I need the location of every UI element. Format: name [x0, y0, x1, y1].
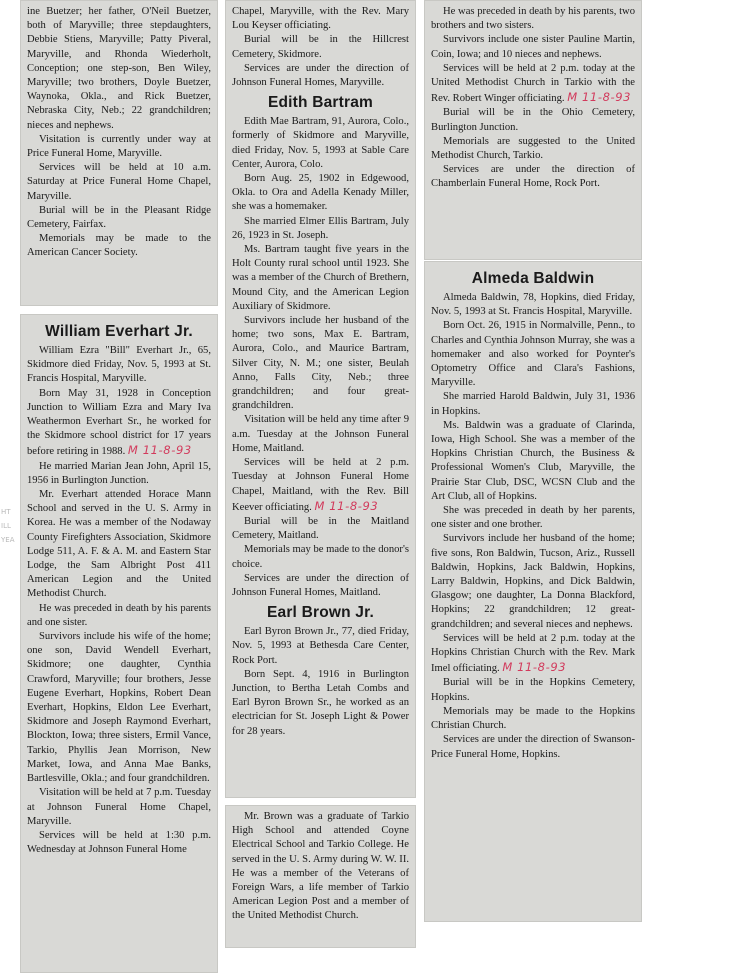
- paragraph: Burial will be in the Hillcrest Cemetery, Skidmore.: [232, 34, 409, 60]
- paragraph: Ms. Baldwin was a graduate of Clarinda, Iowa, High School. She was a member of the Hopkins Christian Church, the Business & Professional Women's Club, Maryville, the Prairie Star Club, DSC, WCSN Club and the Art Club, all of Hopkins.: [431, 419, 635, 502]
- paragraph: Services will be held at 1:30 p.m. Wednesday at Johnson Funeral Home: [27, 829, 211, 856]
- paragraph: He was preceded in death by his parents, two brothers and two sisters.: [431, 6, 635, 32]
- clipping-buetzer-continuation: [20, 0, 218, 306]
- paragraph: Memorials are suggested to the United Methodist Church, Tarkio.: [431, 135, 635, 162]
- paragraph: Services are under the direction of Chamberlain Funeral Home, Rock Port.: [431, 164, 635, 190]
- paragraph: [431, 632, 635, 677]
- obituary-heading: Almeda Baldwin: [471, 270, 595, 287]
- paragraph: She was preceded in death by her parents, one sister and one brother.: [431, 505, 635, 531]
- paragraph: Memorials may be made to the American Cancer Society.: [27, 233, 211, 259]
- handwritten-date-note: M 11-8-93: [314, 498, 379, 513]
- paragraph: Memorials may be made to the Hopkins Christian Church.: [431, 705, 635, 732]
- paragraph: He married Marian Jean John, April 15, 1956 in Burlington Junction.: [27, 460, 211, 486]
- paragraph: [27, 387, 211, 460]
- paragraph: Burial will be in the Maitland Cemetery, Maitland.: [232, 515, 409, 542]
- paragraph: Earl Byron Brown Jr., 77, died Friday, Nov. 5, 1993 at Bethesda Care Center, Rock Port.: [232, 626, 409, 666]
- handwritten-date-note: M 11-8-93: [502, 660, 567, 675]
- paragraph: Services are under the direction of Swanson-Price Funeral Home, Hopkins.: [431, 734, 635, 760]
- paragraph: Ms. Bartram taught five years in the Holt County rural school until 1923. She was a member of the Church of Brethern, Mound City, and the American Legion Auxiliary of Skidmore.: [232, 244, 409, 312]
- margin-note: HT: [1, 508, 11, 516]
- paragraph: Burial will be in the Pleasant Ridge Cemetery, Fairfax.: [27, 204, 211, 231]
- paragraph: William Ezra "Bill" Everhart Jr., 65, Skidmore died Friday, Nov. 5, 1993 at St. Francis Hospital, Maryville.: [27, 345, 211, 385]
- paragraph: Chapel, Maryville, with the Rev. Mary Lou Keyser officiating.: [232, 6, 409, 32]
- paragraph: Born Oct. 26, 1915 in Normalville, Penn., to Charles and Cynthia Johnson Murray, she was a homemaker and also worked for Poynter's Optometry Office and Clara's Fashions, Maryville.: [431, 320, 635, 389]
- clipping-bartram-brown: [225, 0, 416, 798]
- clipping-everhart: [20, 314, 218, 973]
- paragraph: ine Buetzer; her father, O'Neil Buetzer, both of Maryville; three stepdaughters, Debbie Stiens, Maryville; Patty Piveral, Maryville, and Rhonda Wiederholt, Conception; one step-son, Ben Wiley, Maryville; two brothers, Doyle Buetzer, Waynoka, Okla., and Rick Buetzer, Nebraska City, Neb.; 22 grandchildren; nieces and nephews.: [27, 6, 211, 131]
- paragraph: Mr. Brown was a graduate of Tarkio High School and attended Coyne Electrical School and Tarkio College. He served in the U. S. Army during W. W. II. He was a member of the Veterans of Foreign Wars, a life member of Tarkio American Legion Post and a member of the United Methodist Church.: [232, 811, 409, 922]
- paragraph: Services will be held at 10 a.m. Saturday at Price Funeral Home Chapel, Maryville.: [27, 162, 211, 202]
- clipping-brown-continuation: [225, 805, 416, 948]
- paragraph: Visitation is currently under way at Price Funeral Home, Maryville.: [27, 133, 211, 160]
- paragraph: He was preceded in death by his parents and one sister.: [27, 602, 211, 628]
- paragraph: Survivors include her husband of the home; five sons, Ron Baldwin, Tucson, Ariz., Russell Baldwin, Hopkins, Jack Baldwin, Hopkins, Larry Baldwin, Hopkins, and Dick Baldwin, Glasgow; one daughter, La Donna Blackford, Hopkins; 22 grandchildren; 12 great-grandchildren; and several nieces and nephews.: [431, 533, 635, 630]
- paragraph: Survivors include one sister Pauline Martin, Coin, Iowa; and 10 nieces and nephews.: [431, 34, 635, 60]
- paragraph: Survivors include her husband of the home; two sons, Max E. Bartram, Aurora, Colo., and Maurice Bartram, Silver City, N. M.; one sister, Beulah Anno, Falls City, Neb.; three grandchildren; and four great-grandchildren.: [232, 315, 409, 412]
- paragraph: Survivors include his wife of the home; one son, David Wendell Everhart, Skidmore; one daughter, Cynthia Crawford, Maryville; four brothers, Jesse Eugene Everhart, Hopkins, Robert Dean Everhart, Hopkins, Eldon Lee Everhart, Skidmore and Joseph Raymond Everhart, Blockton, Iowa; three sisters, Ermil Vance, Tarkio, Phyllis Jean Morrison, New Market, Iowa, and Anna Mae Banks, Bartlesville, Okla.; and four grandchildren.: [27, 631, 211, 785]
- paragraph: Burial will be in the Hopkins Cemetery, Hopkins.: [431, 677, 635, 703]
- paragraph: Born Sept. 4, 1916 in Burlington Junction, to Bertha Letah Combs and Earl Byron Brown Sr., he worked as an electrician for St. Joseph Light & Power for 28 years.: [232, 668, 409, 737]
- paragraph-text: Services will be held at 2 p.m. Tuesday at Johnson Funeral Home Chapel, Maitland, with the Rev. Bill Keever officiating.: [232, 457, 409, 513]
- obituary-heading: Edith Bartram: [267, 94, 374, 112]
- clipping-baldwin: [424, 261, 642, 922]
- obituary-heading: William Everhart Jr.: [45, 323, 193, 340]
- margin-notes: [1, 505, 15, 547]
- handwritten-date-note: M 11-8-93: [127, 443, 192, 458]
- paragraph: Visitation will be held at 7 p.m. Tuesday at Johnson Funeral Home Chapel, Maryville.: [27, 787, 211, 827]
- paragraph: [232, 456, 409, 515]
- paragraph-text: Services will be held at 2 p.m. today at the Hopkins Christian Church with the Rev. Mark Imel officiating.: [431, 632, 635, 675]
- paragraph: Memorials may be made to the donor's choice.: [232, 544, 409, 570]
- paragraph: Mr. Everhart attended Horace Mann School and served in the U. S. Army in Korea. He was a member of the Nodaway County Firefighters Association, Skidmore Lodge 511, A. F. & A. M. and Eastern Star Lodge, the Sam Albright Post 411 American Legion and the United Methodist Church.: [27, 489, 211, 600]
- handwritten-date-note: M 11-8-93: [567, 90, 632, 105]
- paragraph: Burial will be in the Ohio Cemetery, Burlington Junction.: [431, 107, 635, 133]
- paragraph: Visitation will be held any time after 9 a.m. Tuesday at the Johnson Funeral Home, Maitland.: [232, 414, 409, 454]
- paragraph: Services are under the direction of Johnson Funeral Homes, Maryville.: [232, 62, 409, 89]
- paragraph-text: Services will be held at 2 p.m. today at the United Methodist Church in Tarkio with the Rev. Robert Winger officiating.: [431, 62, 635, 105]
- paragraph: Services are under the direction of Johnson Funeral Homes, Maitland.: [232, 572, 409, 598]
- paragraph: She married Elmer Ellis Bartram, July 26, 1923 in St. Joseph.: [232, 215, 409, 241]
- paragraph: Edith Mae Bartram, 91, Aurora, Colo., formerly of Skidmore and Maryville, died Friday, Nov. 5, 1993 at Sable Care Center, Aurora, Colo.: [232, 116, 409, 170]
- margin-note: ILL: [1, 522, 11, 530]
- paragraph: Born Aug. 25, 1902 in Edgewood, Okla. to Ora and Adella Kenady Miller, she was a homemaker.: [232, 173, 409, 213]
- paragraph: She married Harold Baldwin, July 31, 1936 in Hopkins.: [431, 391, 635, 417]
- paragraph: Almeda Baldwin, 78, Hopkins, died Friday, Nov. 5, 1993 at St. Francis Hospital, Maryville.: [431, 292, 635, 318]
- margin-note: YEA: [1, 536, 15, 544]
- clipping-brown-end: [424, 0, 642, 260]
- obituary-heading: Earl Brown Jr.: [266, 604, 375, 622]
- paragraph-text: Born May 31, 1928 in Conception Junction to William Ezra and Mary Iva Weathermon Everhart Sr., he worked for the Skidmore school district for 17 years before retiring in 1988.: [27, 387, 211, 458]
- paragraph: [431, 62, 635, 107]
